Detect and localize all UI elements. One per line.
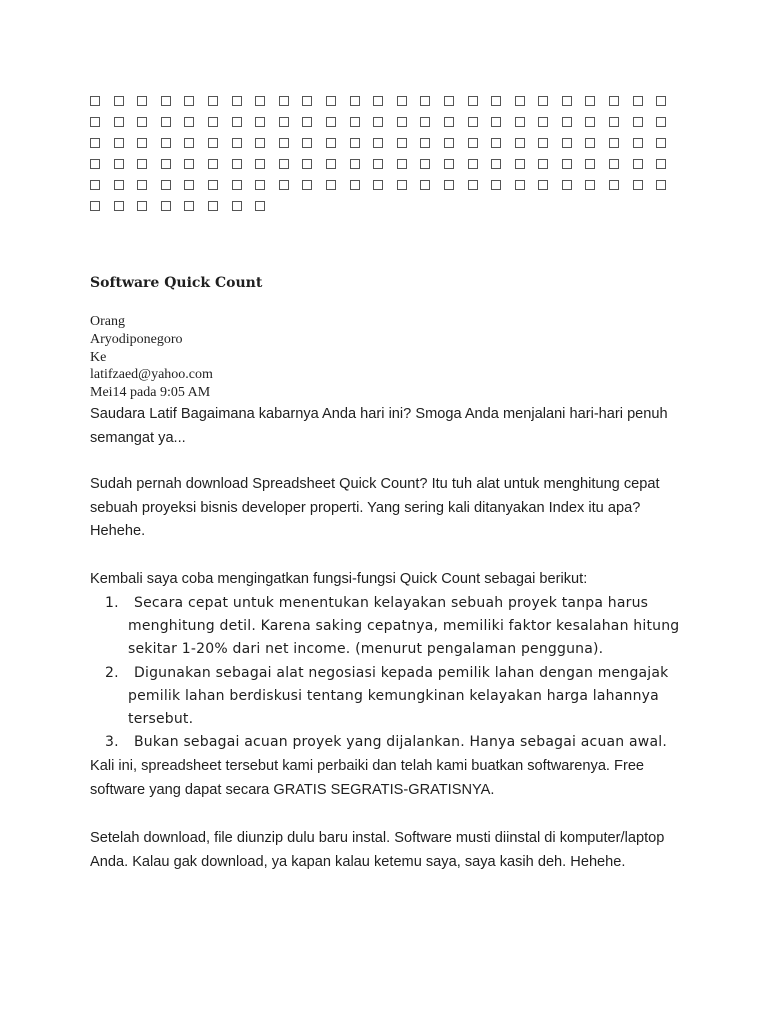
empty-checkbox-icon xyxy=(444,117,454,127)
greeting-paragraph: Saudara Latif Bagaimana kabarnya Anda hari ini? Smoga Anda menjalani hari-hari penuh semangat ya... xyxy=(90,406,668,446)
empty-checkbox-icon xyxy=(515,96,525,106)
page-title: Software Quick Count xyxy=(90,275,263,291)
empty-checkbox-icon xyxy=(444,180,454,190)
empty-checkbox-icon xyxy=(208,180,218,190)
empty-checkbox-icon xyxy=(302,180,312,190)
empty-checkbox-icon xyxy=(350,138,360,148)
empty-checkbox-icon xyxy=(255,180,265,190)
empty-checkbox-icon xyxy=(326,180,336,190)
email-header xyxy=(90,313,213,402)
empty-checkbox-icon xyxy=(184,117,194,127)
empty-checkbox-icon xyxy=(397,138,407,148)
empty-checkbox-icon xyxy=(302,117,312,127)
empty-checkbox-icon xyxy=(373,96,383,106)
empty-checkbox-icon xyxy=(656,96,666,106)
empty-checkbox-icon xyxy=(255,159,265,169)
empty-checkbox-icon xyxy=(161,96,171,106)
empty-checkbox-icon xyxy=(491,117,501,127)
list-item-number: 3. xyxy=(105,734,119,751)
empty-checkbox-icon xyxy=(444,96,454,106)
empty-checkbox-icon xyxy=(633,138,643,148)
empty-checkbox-icon xyxy=(373,180,383,190)
to-label: Ke xyxy=(90,349,107,365)
empty-checkbox-icon xyxy=(538,159,548,169)
empty-checkbox-icon xyxy=(633,159,643,169)
list-item-number: 1. xyxy=(105,595,119,611)
empty-checkbox-icon xyxy=(468,138,478,148)
functions-intro-paragraph: Kembali saya coba mengingatkan fungsi-fungsi Quick Count sebagai berikut: xyxy=(90,571,588,587)
list-item xyxy=(90,662,680,732)
empty-checkbox-icon xyxy=(420,180,430,190)
intro-paragraph: Sudah pernah download Spreadsheet Quick Count? Itu tuh alat untuk menghitung cepat sebuah proyeksi bisnis developer properti. Yang sering kali ditanyakan Index itu apa? Hehehe. xyxy=(90,476,660,539)
list-item xyxy=(90,592,680,662)
empty-checkbox-icon xyxy=(208,201,218,211)
empty-checkbox-icon xyxy=(232,96,242,106)
empty-checkbox-icon xyxy=(326,117,336,127)
empty-checkbox-icon xyxy=(184,159,194,169)
empty-checkbox-icon xyxy=(609,159,619,169)
checkbox-grid xyxy=(90,96,670,211)
empty-checkbox-icon xyxy=(397,159,407,169)
empty-checkbox-icon xyxy=(137,96,147,106)
empty-checkbox-icon xyxy=(114,201,124,211)
empty-checkbox-icon xyxy=(397,117,407,127)
empty-checkbox-icon xyxy=(279,159,289,169)
empty-checkbox-icon xyxy=(137,159,147,169)
empty-checkbox-icon xyxy=(184,201,194,211)
empty-checkbox-icon xyxy=(279,138,289,148)
empty-checkbox-icon xyxy=(420,117,430,127)
empty-checkbox-icon xyxy=(656,138,666,148)
empty-checkbox-icon xyxy=(302,159,312,169)
empty-checkbox-icon xyxy=(279,180,289,190)
empty-checkbox-icon xyxy=(114,159,124,169)
list-item-number: 2. xyxy=(105,664,119,681)
empty-checkbox-icon xyxy=(279,96,289,106)
empty-checkbox-icon xyxy=(373,138,383,148)
empty-checkbox-icon xyxy=(255,201,265,211)
empty-checkbox-icon xyxy=(585,96,595,106)
empty-checkbox-icon xyxy=(515,138,525,148)
empty-checkbox-icon xyxy=(326,138,336,148)
empty-checkbox-icon xyxy=(562,117,572,127)
empty-checkbox-icon xyxy=(208,159,218,169)
empty-checkbox-icon xyxy=(255,138,265,148)
empty-checkbox-icon xyxy=(468,117,478,127)
empty-checkbox-icon xyxy=(350,159,360,169)
empty-checkbox-icon xyxy=(161,159,171,169)
empty-checkbox-icon xyxy=(90,138,100,148)
empty-checkbox-icon xyxy=(420,159,430,169)
empty-checkbox-icon xyxy=(208,96,218,106)
empty-checkbox-icon xyxy=(232,159,242,169)
empty-checkbox-icon xyxy=(161,180,171,190)
to-email: latifzaed@yahoo.com xyxy=(90,367,213,383)
empty-checkbox-icon xyxy=(562,159,572,169)
empty-checkbox-icon xyxy=(114,138,124,148)
empty-checkbox-icon xyxy=(326,159,336,169)
empty-checkbox-icon xyxy=(350,117,360,127)
empty-checkbox-icon xyxy=(538,117,548,127)
empty-checkbox-icon xyxy=(90,159,100,169)
empty-checkbox-icon xyxy=(491,96,501,106)
software-paragraph: Kali ini, spreadsheet tersebut kami perbaiki dan telah kami buatkan softwarenya. Free software yang dapat secara GRATIS SEGRATIS-GRATISNYA. xyxy=(90,758,645,798)
empty-checkbox-icon xyxy=(184,138,194,148)
empty-checkbox-icon xyxy=(137,138,147,148)
empty-checkbox-icon xyxy=(538,180,548,190)
empty-checkbox-icon xyxy=(609,138,619,148)
download-paragraph: Setelah download, file diunzip dulu baru instal. Software musti diinstal di komputer/laptop Anda. Kalau gak download, ya kapan kalau ketemu saya, saya kasih deh. Hehehe. xyxy=(90,830,665,870)
empty-checkbox-icon xyxy=(444,159,454,169)
empty-checkbox-icon xyxy=(90,201,100,211)
empty-checkbox-icon xyxy=(585,159,595,169)
empty-checkbox-icon xyxy=(161,138,171,148)
empty-checkbox-icon xyxy=(468,180,478,190)
empty-checkbox-icon xyxy=(468,96,478,106)
empty-checkbox-icon xyxy=(585,180,595,190)
empty-checkbox-icon xyxy=(562,180,572,190)
empty-checkbox-icon xyxy=(444,138,454,148)
empty-checkbox-icon xyxy=(90,117,100,127)
empty-checkbox-icon xyxy=(397,180,407,190)
empty-checkbox-icon xyxy=(255,96,265,106)
list-item-text: Digunakan sebagai alat negosiasi kepada pemilik lahan dengan mengajak pemilik lahan berdiskusi tentang kemungkinan kelayakan harga lahannya tersebut. xyxy=(128,664,669,728)
from-name: Aryodiponegoro xyxy=(90,331,183,347)
empty-checkbox-icon xyxy=(137,201,147,211)
empty-checkbox-icon xyxy=(114,96,124,106)
empty-checkbox-icon xyxy=(137,180,147,190)
empty-checkbox-icon xyxy=(350,96,360,106)
empty-checkbox-icon xyxy=(279,117,289,127)
empty-checkbox-icon xyxy=(326,96,336,106)
empty-checkbox-icon xyxy=(562,96,572,106)
empty-checkbox-icon xyxy=(302,96,312,106)
empty-checkbox-icon xyxy=(420,138,430,148)
empty-checkbox-icon xyxy=(633,180,643,190)
empty-checkbox-icon xyxy=(538,96,548,106)
empty-checkbox-icon xyxy=(161,201,171,211)
empty-checkbox-icon xyxy=(585,117,595,127)
empty-checkbox-icon xyxy=(208,138,218,148)
empty-checkbox-icon xyxy=(137,117,147,127)
empty-checkbox-icon xyxy=(585,138,595,148)
empty-checkbox-icon xyxy=(609,96,619,106)
empty-checkbox-icon xyxy=(302,138,312,148)
empty-checkbox-icon xyxy=(656,159,666,169)
empty-checkbox-icon xyxy=(491,159,501,169)
empty-checkbox-icon xyxy=(373,117,383,127)
empty-checkbox-icon xyxy=(90,180,100,190)
empty-checkbox-icon xyxy=(609,180,619,190)
empty-checkbox-icon xyxy=(232,201,242,211)
empty-checkbox-icon xyxy=(232,180,242,190)
empty-checkbox-icon xyxy=(656,117,666,127)
empty-checkbox-icon xyxy=(114,117,124,127)
list-item-text: Secara cepat untuk menentukan kelayakan sebuah proyek tanpa harus menghitung detil. Karena saking cepatnya, memiliki faktor kesalahan hitung sekitar 1-20% dari net income. (menurut pengalaman pengguna). xyxy=(128,595,680,658)
empty-checkbox-icon xyxy=(515,117,525,127)
empty-checkbox-icon xyxy=(420,96,430,106)
empty-checkbox-icon xyxy=(232,117,242,127)
empty-checkbox-icon xyxy=(232,138,242,148)
empty-checkbox-icon xyxy=(255,117,265,127)
empty-checkbox-icon xyxy=(633,117,643,127)
empty-checkbox-icon xyxy=(633,96,643,106)
sent-date: Mei14 pada 9:05 AM xyxy=(90,385,211,401)
empty-checkbox-icon xyxy=(515,180,525,190)
functions-list xyxy=(90,592,680,754)
empty-checkbox-icon xyxy=(515,159,525,169)
list-item xyxy=(90,731,680,754)
empty-checkbox-icon xyxy=(538,138,548,148)
empty-checkbox-icon xyxy=(184,180,194,190)
empty-checkbox-icon xyxy=(397,96,407,106)
from-label: Orang xyxy=(90,314,125,329)
empty-checkbox-icon xyxy=(562,138,572,148)
empty-checkbox-icon xyxy=(491,138,501,148)
empty-checkbox-icon xyxy=(90,96,100,106)
empty-checkbox-icon xyxy=(656,180,666,190)
empty-checkbox-icon xyxy=(161,117,171,127)
empty-checkbox-icon xyxy=(373,159,383,169)
empty-checkbox-icon xyxy=(184,96,194,106)
empty-checkbox-icon xyxy=(609,117,619,127)
empty-checkbox-icon xyxy=(208,117,218,127)
empty-checkbox-icon xyxy=(491,180,501,190)
empty-checkbox-icon xyxy=(114,180,124,190)
empty-checkbox-icon xyxy=(350,180,360,190)
empty-checkbox-icon xyxy=(468,159,478,169)
list-item-text: Bukan sebagai acuan proyek yang dijalankan. Hanya sebagai acuan awal. xyxy=(134,734,667,751)
